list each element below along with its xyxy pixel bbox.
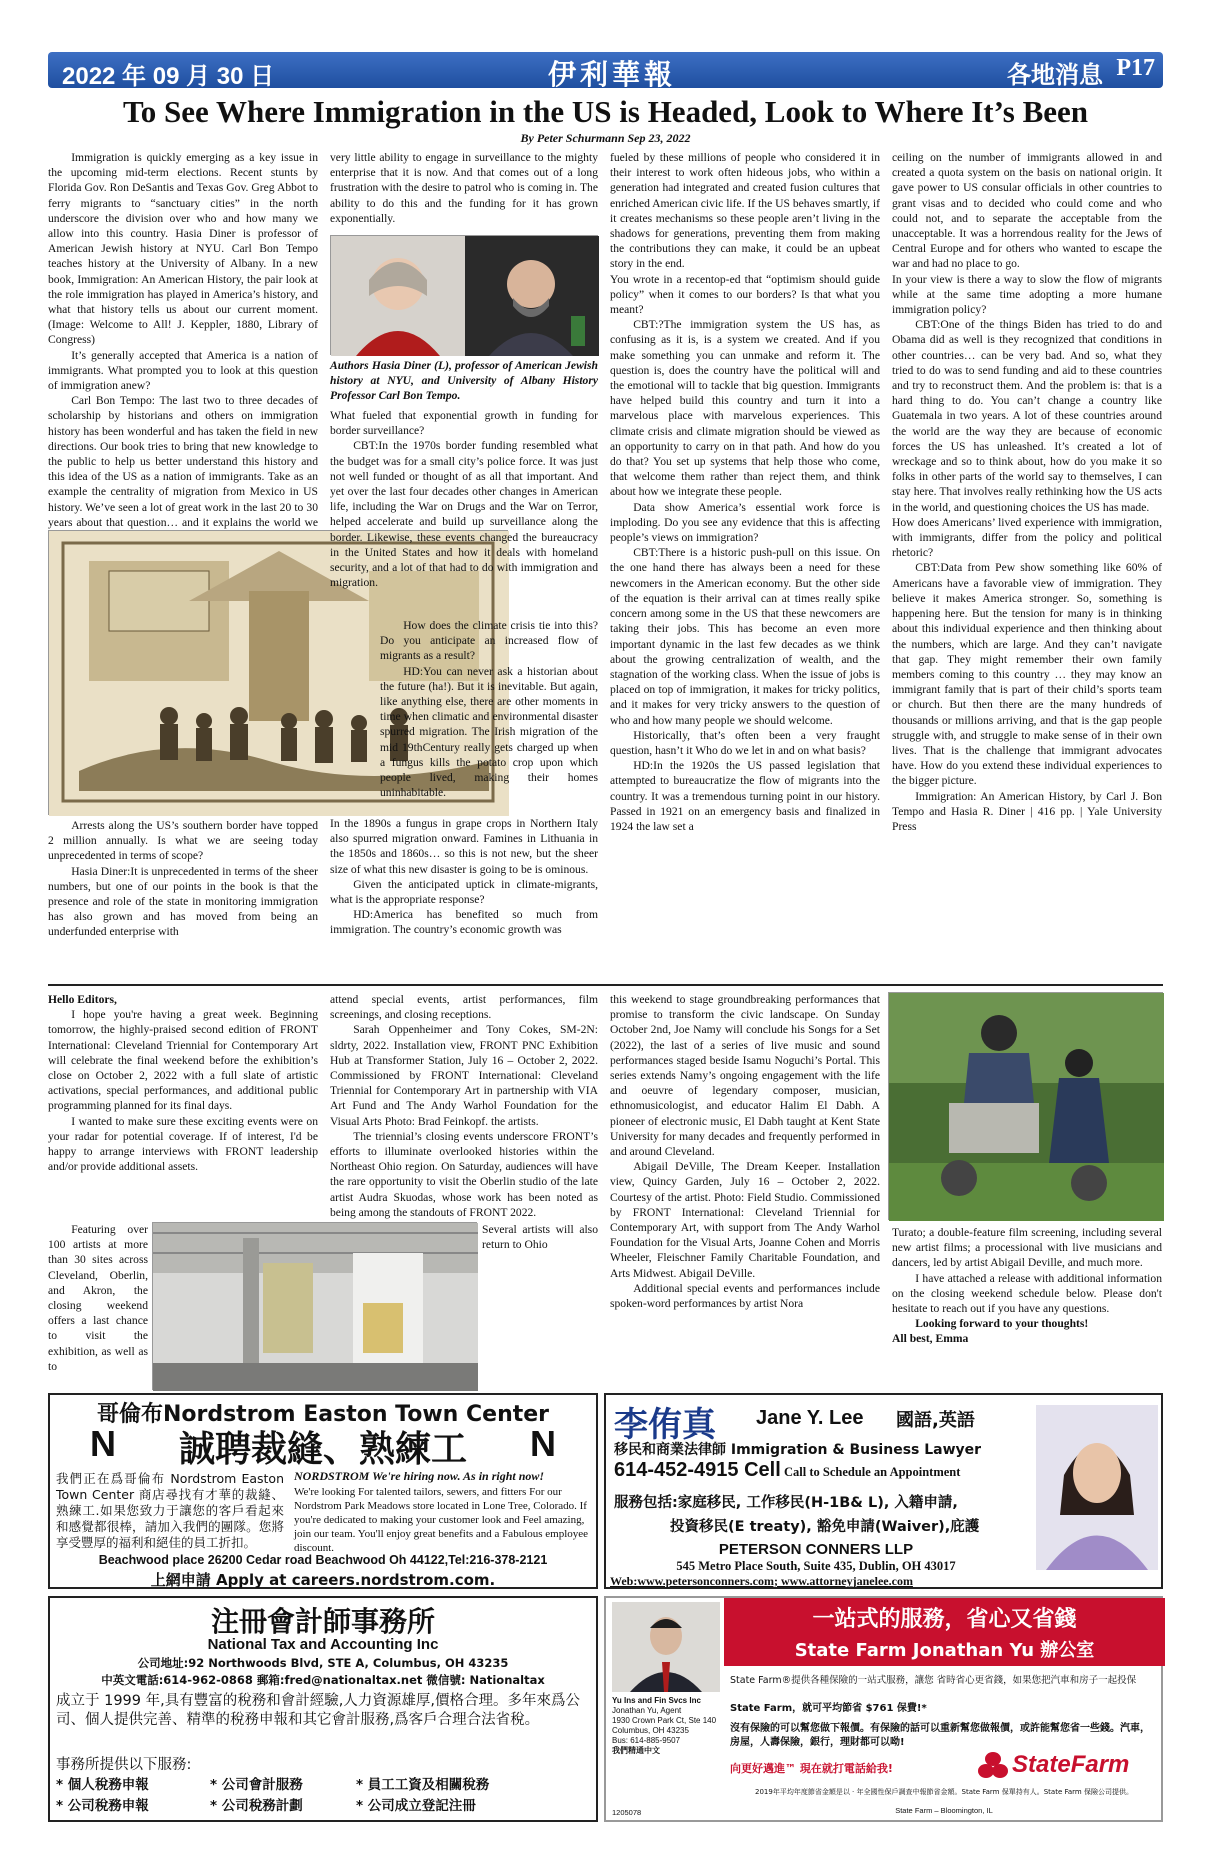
signature: All best, Emma xyxy=(892,1332,969,1346)
paragraph: Arrests along the US’s southern border have topped 2 million annually. Is what we are seeing today unprecedented in terms of scope? xyxy=(48,819,318,863)
article1-col1 xyxy=(48,150,318,529)
paragraph: CBT:Data from Pew show something like 60% of Americans have a favorable view of immigration. They believe it makes America stronger. So, something is happening here. But the tension for many is in thinking about this individual experience and then thinking about the numbers, which are large. And they can’t navigate that gap. They might remember their own family members coming to this country … they may know an immigrant family that is part of their child’s sports team or church. But then there are the many hundreds of thousands or millions arriving, and that is the gap people struggle with, and struggle to make sense of in their own lives. That is the challenge that immigrant advocates have. How do you extend these individual experiences to the bigger picture. xyxy=(892,561,1162,788)
article2-col2 xyxy=(330,992,598,1220)
lawyer-languages: 國語,英語 xyxy=(896,1410,975,1431)
nordstrom-ad-body-cn: 我們正在爲哥倫布 Nordstrom Easton Town Center 商店尋找有才華的裁縫、熟練工.如果您致力于讓您的客戶看起來和感覺都很棒，請加入我們的團隊。您將享受豐厚的福利和絕佳的員工折扣。 xyxy=(56,1471,284,1550)
article2-col3 xyxy=(610,992,880,1390)
article1-col4 xyxy=(892,150,1162,978)
issue-date: 2022 年 09 月 30 日 xyxy=(62,63,275,90)
paragraph: fueled by these millions of people who considered it in their interest to work often hideous jobs, who within a generation had integrated and created fusion cultures that enriched American civic life. If the US behaves smartly, if it creates mechanisms so these people aren’t living in the shadows for generations, preventing them from making the contributions they can make, it could be an upbeat story in the end. xyxy=(610,151,880,271)
paragraph: In your view is there a way to slow the flow of migrants while at the same time adopting a more humane immigration policy? xyxy=(892,272,1162,317)
paragraph: Hasia Diner:It is unprecedented in terms of the sheer numbers, but one of our points in the book is that the presence and role of the state in monitoring immigration has also grown and has moved from being an underfunded enterprise with xyxy=(48,864,318,939)
paragraph: very little ability to engage in surveillance to the mighty enterprise that it is now. And that comes out of a long frustration with the desire to patrol who is coming in. The ability to do this and the funding for it has grown exponentially. xyxy=(330,151,599,225)
article-headline: To See Where Immigration in the US is Headed, Look to Where It’s Been xyxy=(122,94,1089,129)
lawyer-title: 移民和商業法律師 Immigration & Business Lawyer xyxy=(614,1442,982,1458)
paragraph: I hope you're having a great week. Beginning tomorrow, the highly-praised second edition of FRONT International: Cleveland Triennial for Contemporary Art will celebrate the final weekend before the exhibition’s close on October 2, 2022 with a full slate of artistic activations, special performances, and additional public programming planned for its final days. xyxy=(48,1008,318,1113)
section-divider xyxy=(48,984,1163,986)
paragraph: CBT:?The immigration system the US has, as confusing as it is, is a system we created. And if you make something you can unmake and reform it. The question is, does the country have the political will and the emotional will to tackle that big question. Immigrants have helped build this country and turn it into a marvelous place with marvelous experiences. This climate crisis and climate migration should be viewed as an opportunity to carry on in that path. And how do you do that? You set up systems that help those who come, that welcome them rather than reject them, and think about how we integrate these people. xyxy=(610,318,880,499)
agent-photo xyxy=(612,1602,720,1692)
nordstrom-ad-address: Beachwood place 26200 Cedar road Beachwood Oh 44122,Tel:216-378-2121 xyxy=(98,1553,548,1567)
tax-service-item: * 公司成立登記注冊 xyxy=(356,1798,476,1814)
statefarm-ad xyxy=(604,1596,1163,1822)
lawyer-website[interactable]: Web:www.petersonconners.com; www.attorneyjanelee.com xyxy=(610,1574,913,1588)
signoff: Looking forward to your thoughts! xyxy=(915,1317,1089,1331)
dream-keeper-photo xyxy=(888,992,1163,1220)
tax-ad-contact: 中英文電話:614-962-0868 郵箱:fred@nationaltax.net 微信號: Nationaltax xyxy=(101,1673,545,1687)
lawyer-services-1: 服務包括:家庭移民, 工作移民(H-1B& L), 入籍申請, xyxy=(614,1495,958,1511)
article1-col3 xyxy=(610,150,880,978)
tax-ad-services-label: 事務所提供以下服務: xyxy=(56,1757,192,1773)
paragraph: Additional special events and performances include spoken-word performances by artist Nora xyxy=(610,1281,880,1311)
agent-info-line: Jonathan Yu, Agent xyxy=(612,1706,682,1715)
agent-info xyxy=(612,1696,720,1756)
article1-col2c xyxy=(380,618,598,814)
paragraph: Several artists will also return to Ohio xyxy=(482,1223,598,1252)
paragraph: HD:America has benefited so much from immigration. The country’s economic growth was xyxy=(330,908,598,937)
nordstrom-ad-title: 哥倫布Nordstrom Easton Town Center xyxy=(96,1402,550,1427)
paragraph: CBT:There is a historic push-pull on this issue. On the one hand there has always been a need for these newcomers in the American economy. But the other side of the equation is their arrival can at times really spike concern among some in the US that these newcomers are taking their jobs. This has become an even more important dynamic in the last few decades as we think about the growing centralization of wealth, and the stagnation of the working class. When the issue of jobs is placed on top of immigration, it makes for tricky politics, and it makes for very tricky answers to the question of who and how many people we should welcome. xyxy=(610,546,880,727)
paragraph: You wrote in a recentop-ed that “optimism should guide policy” when it comes to our borders? Is that what you meant? xyxy=(610,272,880,317)
paragraph: Immigration is quickly emerging as a key issue in the upcoming mid-term elections. Recent stunts by Florida Gov. Ron DeSantis and Texas Gov. Greg Abbot to ferry migrants to “sanctuary cities” in the north underscore the division over who and how many we allow into this country. Hasia Diner is professor of American Jewish history at NYU. Carl Bon Tempo teaches history at the University of Albany. In a new book, Immigration: An American History, the pair look at the role immigration has played in America’s history, and what that history tells us about our current moment. (Image: Welcome to All! J. Keppler, 1880, Library of Congress) xyxy=(48,151,318,347)
paragraph: Given the anticipated uptick in climate-migrants, what is the appropriate response? xyxy=(330,877,598,907)
statefarm-logo-text: StateFarm xyxy=(1012,1751,1130,1778)
agent-info-line: Columbus, OH 43235 xyxy=(612,1726,689,1735)
agent-info-line: 1930 Crown Park Ct, Ste 140 xyxy=(612,1716,717,1725)
statefarm-footer: State Farm – Bloomington, IL xyxy=(895,1806,993,1815)
article2-col4 xyxy=(892,1225,1162,1390)
statefarm-line2: State Farm，就可平均節省 $761 保費!* xyxy=(730,1703,927,1714)
lawyer-firm: PETERSON CONNERS LLP xyxy=(718,1541,914,1558)
article2-col2b xyxy=(482,1222,598,1390)
statefarm-banner xyxy=(724,1598,1165,1666)
lawyer-ad xyxy=(604,1393,1163,1589)
agent-info-line: Bus: 614-885-9507 xyxy=(612,1736,681,1745)
paragraph: I wanted to make sure these exciting events were on your radar for potential coverage. If of interest, I'd be happy to arrange interviews with FRONT leadership and/or provide additional assets. xyxy=(48,1114,318,1174)
paragraph: It’s generally accepted that America is a nation of immigrants. What prompted you to look at this question of immigration anew? xyxy=(48,348,318,393)
statefarm-slogan: 向更好邁進™ 現在就打電話給我! xyxy=(730,1762,893,1775)
tax-ad-title-en: National Tax and Accounting Inc xyxy=(207,1636,439,1653)
newspaper-name: 伊利華報 xyxy=(548,58,677,91)
tax-ad-intro: 成立于 1999 年,具有豐富的稅務和會計經驗,人力資源雄厚,價格合理。多年來爲公司、個人提供完善、精準的稅務申報和其它會計服務,爲客戶合理合法省稅。 xyxy=(56,1693,580,1728)
paragraph: Immigration: An American History, by Carl J. Bon Tempo and Hasia R. Diner | 416 pp. | Yale University Press xyxy=(892,789,1162,833)
section-name: 各地消息 xyxy=(1007,61,1103,89)
statefarm-line3: 沒有保險的可以幫您做下報價。有保險的話可以重新幫您做報價，或許能幫您省一些錢。汽車，房屋，人壽保險，銀行，理財都可以呦! xyxy=(730,1723,1150,1748)
authors-photo xyxy=(330,235,598,355)
paragraph: How does the climate crisis tie into this? Do you anticipate an increased flow of migrants as a result? xyxy=(380,619,598,663)
tax-service-item: * 公司稅務申報 xyxy=(56,1798,149,1814)
installation-photo xyxy=(152,1222,477,1390)
paragraph: CBT:In the 1970s border funding resembled what the budget was for a small city’s police force. It was just not well funded or thought of as all that important. And yet over the last four decades other changes in American life, including the War on Drugs and the War on Terror, helped accelerate and build up surveillance along the border. Likewise, these events changed the bureaucracy in the United States and how it deals with homeland security, and a lot of that had to do with immigration and migration. xyxy=(330,439,598,590)
paragraph: Carl Bon Tempo: The last two to three decades of scholarship by historians and others on immigration history has been wonderful and has taken the field in new directions. Our book tries to bring that new knowledge to the public to help us better understand this history and this idea of the US as a nation of immigrants. Take as an example the centrality of migration from Mexico in US history. We’ve seen a lot of great work in the last 20 to 30 years about that question… and it explains the world we xyxy=(48,394,318,529)
statefarm-banner-en: State Farm Jonathan Yu 辦公室 xyxy=(794,1640,1095,1661)
paragraph: How does Americans’ lived experience with immigration, with immigrants, differ from the policy and political rhetoric? xyxy=(892,515,1162,560)
tax-ad-address: 公司地址:92 Northwoods Blvd, STE A, Columbus, OH 43235 xyxy=(137,1656,509,1670)
lawyer-services-2: 投資移民(E treaty), 豁免申請(Waiver),庇護 xyxy=(670,1519,980,1535)
tax-service-item: * 公司會計服務 xyxy=(210,1777,303,1793)
paragraph: CBT:One of the things Biden has tried to do and Obama did as well is they recognized that conditions in other countries… can be very bad. And so, what they tried to do was to send funding and aid to these countries and try to reconstruct them. And the problem is: that is a hard thing to do. You can’t change a country like Guatemala in two years. A lot of these countries around the world are the way they are because of economic forces the US has unleashed. It’s created a lot of wreckage and so to think about, how do you make it so folks in other parts of the world say to themselves, I can stay here. That involves really rethinking how the US acts in the world, and questioning choices the US has made. xyxy=(892,318,1162,514)
agent-info-line: Yu Ins and Fin Svcs Inc xyxy=(612,1696,701,1705)
statefarm-ad-code: 1205078 xyxy=(612,1808,642,1817)
article1-col2b xyxy=(330,408,598,618)
paragraph: I have attached a release with additional information on the closing weekend schedule below. Please don't hesitate to reach out if you have any questions. xyxy=(892,1271,1162,1316)
nordstrom-n-right: N xyxy=(530,1423,556,1464)
article2-col1 xyxy=(48,992,318,1222)
paragraph: this weekend to stage groundbreaking performances that promise to transform the civic landscape. On Sunday October 2nd, Joe Namy will conclude his Songs for a Set (2022), the last of a series of live music and sound performances staged beside Isamu Noguchi’s Portal. This series extends Namy’s ongoing engagement with the life and oeuvre of legendary composer, musician, ethnomusicologist, and educator Halim El Dabh. A pioneer of electronic music, El Dabh taught at Kent State University for many decades and frequently performed in and around Cleveland. xyxy=(610,993,880,1159)
paragraph: Featuring over 100 artists at more than 30 sites across Cleveland, Oberlin, and Akron, the closing weekend offers a last chance to visit the exhibition, as well as to xyxy=(48,1223,148,1373)
agent-info-line: 我們精通中文 xyxy=(612,1746,660,1755)
nordstrom-ad-headline-en: NORDSTROM We're hiring now. As in right now! xyxy=(294,1469,545,1483)
paragraph: Abigail DeVille, The Dream Keeper. Installation view, Quincy Garden, July 16 – October 2, 2022. Courtesy of the artist. Photo: Field Studio. Commissioned by FRONT International: Cleveland Triennial for Contemporary Art, with support from The Andy Warhol Foundation for the Visual Arts, Joanne Cohen and Morris Wheeler, Fleischner Family Charitable Foundation, and Arts Midwest. Abigail DeVille. xyxy=(610,1160,880,1280)
paragraph: ceiling on the number of immigrants allowed in and created a quota system on the basis on national origin. It gave power to US consular officials in other countries to grant visas and to decided who could come and who could not, and to separate the acceptable from the unacceptable. It was a horrendous reality for the Jews of Central Europe and for others who wanted to escape the war and had no place to go. xyxy=(892,151,1162,271)
page-header xyxy=(48,52,1163,91)
paragraph: Data show America’s essential work force is imploding. Do you see any evidence that this is affecting people’s views on immigration? xyxy=(610,500,880,545)
paragraph: Historically, that’s often been a very fraught question, hasn’t it Who do we let in and on what basis? xyxy=(610,728,880,757)
paragraph: Turato; a double-feature film screening, including several new artist films; a processional with live musicians and dancers, led by artist Abigail Deville, and much more. xyxy=(892,1226,1162,1270)
lawyer-name-cn: 李侑真 xyxy=(614,1405,716,1445)
article2-col1b xyxy=(48,1222,148,1390)
lawyer-phone-note: Call to Schedule an Appointment xyxy=(784,1465,961,1479)
article1-col2d xyxy=(330,816,598,978)
paragraph: Sarah Oppenheimer and Tony Cokes, SM-2N: sldrty, 2022. Installation view, FRONT PNC Exhibition Hub at Transformer Station, July 16 – October 2, 2022. Commissioned by FRONT International: Cleveland Triennial for Contemporary Art in partnership with VIA Art Fund and The Andy Warhol Foundation for the Visual Arts Photo: Brad Feinkopf. the artists. xyxy=(330,1023,598,1128)
nordstrom-ad-body-en: We're looking For talented tailors, sewers, and fitters For our Nordstrom Park Meadows store located in Lone Tree, Colorado. If you're dedicated to making your customer look and Feel amazing, join our team. You'll enjoy great benefits and a Fabulous employee discount. xyxy=(294,1486,589,1554)
paragraph: In the 1890s a fungus in grape crops in Northern Italy also spurred migration onward. Famines in Lithuania in the 1850s and 1860s… so this is not new, but the sheer size of what this new disaster is going to be is ominous. xyxy=(330,817,598,876)
statefarm-line1: State Farm®提供各種保險的一站式服務，讓您 省時省心更省錢，如果您把汽車和房子一起投保 xyxy=(730,1675,1137,1686)
tax-service-item: * 公司稅務計劃 xyxy=(210,1798,303,1814)
tax-service-item: * 個人稅務申報 xyxy=(56,1777,149,1793)
paragraph: HD:You can never ask a historian about the future (ha!). But it is inevitable. But again, like anything else, there are other moments in time when climatic and environmental disaster spurred migration. The Irish migration of the mid 19thCentury really gets charged up when a fungus kills the potato crop upon which people lived, making their homes uninhabitable. xyxy=(380,664,598,800)
photo-caption-box xyxy=(330,358,598,406)
statefarm-banner-cn: 一站式的服務，省心又省錢 xyxy=(812,1607,1077,1632)
tax-service-item: * 員工工資及相關稅務 xyxy=(356,1777,490,1793)
nordstrom-ad-headline: 誠聘裁縫、熟練工 xyxy=(178,1429,467,1470)
lawyer-name-en: Jane Y. Lee xyxy=(756,1407,864,1429)
paragraph: What fueled that exponential growth in funding for border surveillance? xyxy=(330,409,598,438)
lawyer-phone[interactable]: 614-452-4915 Cell xyxy=(614,1459,781,1481)
tax-ad xyxy=(48,1596,598,1822)
lawyer-address: 545 Metro Place South, Suite 435, Dublin, OH 43017 xyxy=(676,1559,956,1573)
lawyer-portrait xyxy=(1036,1405,1158,1570)
statefarm-ovals-icon xyxy=(976,1750,1010,1780)
article1-col2a xyxy=(330,150,598,230)
nordstrom-apply-link[interactable]: 上網申請 Apply at careers.nordstrom.com. xyxy=(150,1571,496,1589)
paragraph: The triennial’s closing events underscore FRONT’s efforts to illuminate overlooked histories within the Northeast Ohio region. On Saturday, audiences will have the rare opportunity to visit the Oberlin studio of the late artist Audra Skuodas, whose work has been noted as being among the standouts of FRONT 2022. xyxy=(330,1129,598,1219)
paragraph: attend special events, artist performances, film screenings, and closing receptions. xyxy=(330,993,598,1022)
paragraph: HD:In the 1920s the US passed legislation that attempted to bureaucratize the flow of migrants into the country. It was a tremendous turning point in our history. Passed in 1921 on an emergency basis and finalized in 1924 the law set a xyxy=(610,759,880,833)
article1-col1b xyxy=(48,818,318,978)
nordstrom-n-left: N xyxy=(90,1423,116,1464)
statefarm-fine-print: 2019年平均年度節省金額是以 · 年全國性保戶調查中報節省金額。State Farm 保單持有人。State Farm 保險公司提供。 xyxy=(755,1788,1133,1796)
nordstrom-ad xyxy=(48,1393,598,1589)
photo-caption: Authors Hasia Diner (L), professor of American Jewish history at NYU, and University of Albany History Professor Carl Bon Tempo. xyxy=(330,359,598,403)
greeting: Hello Editors, xyxy=(48,993,117,1006)
tax-ad-title-cn: 注冊會計師事務所 xyxy=(210,1605,435,1638)
article-byline: By Peter Schurmann Sep 23, 2022 xyxy=(520,131,691,145)
statefarm-logo xyxy=(976,1750,1158,1780)
page-number: P17 xyxy=(1116,55,1155,81)
